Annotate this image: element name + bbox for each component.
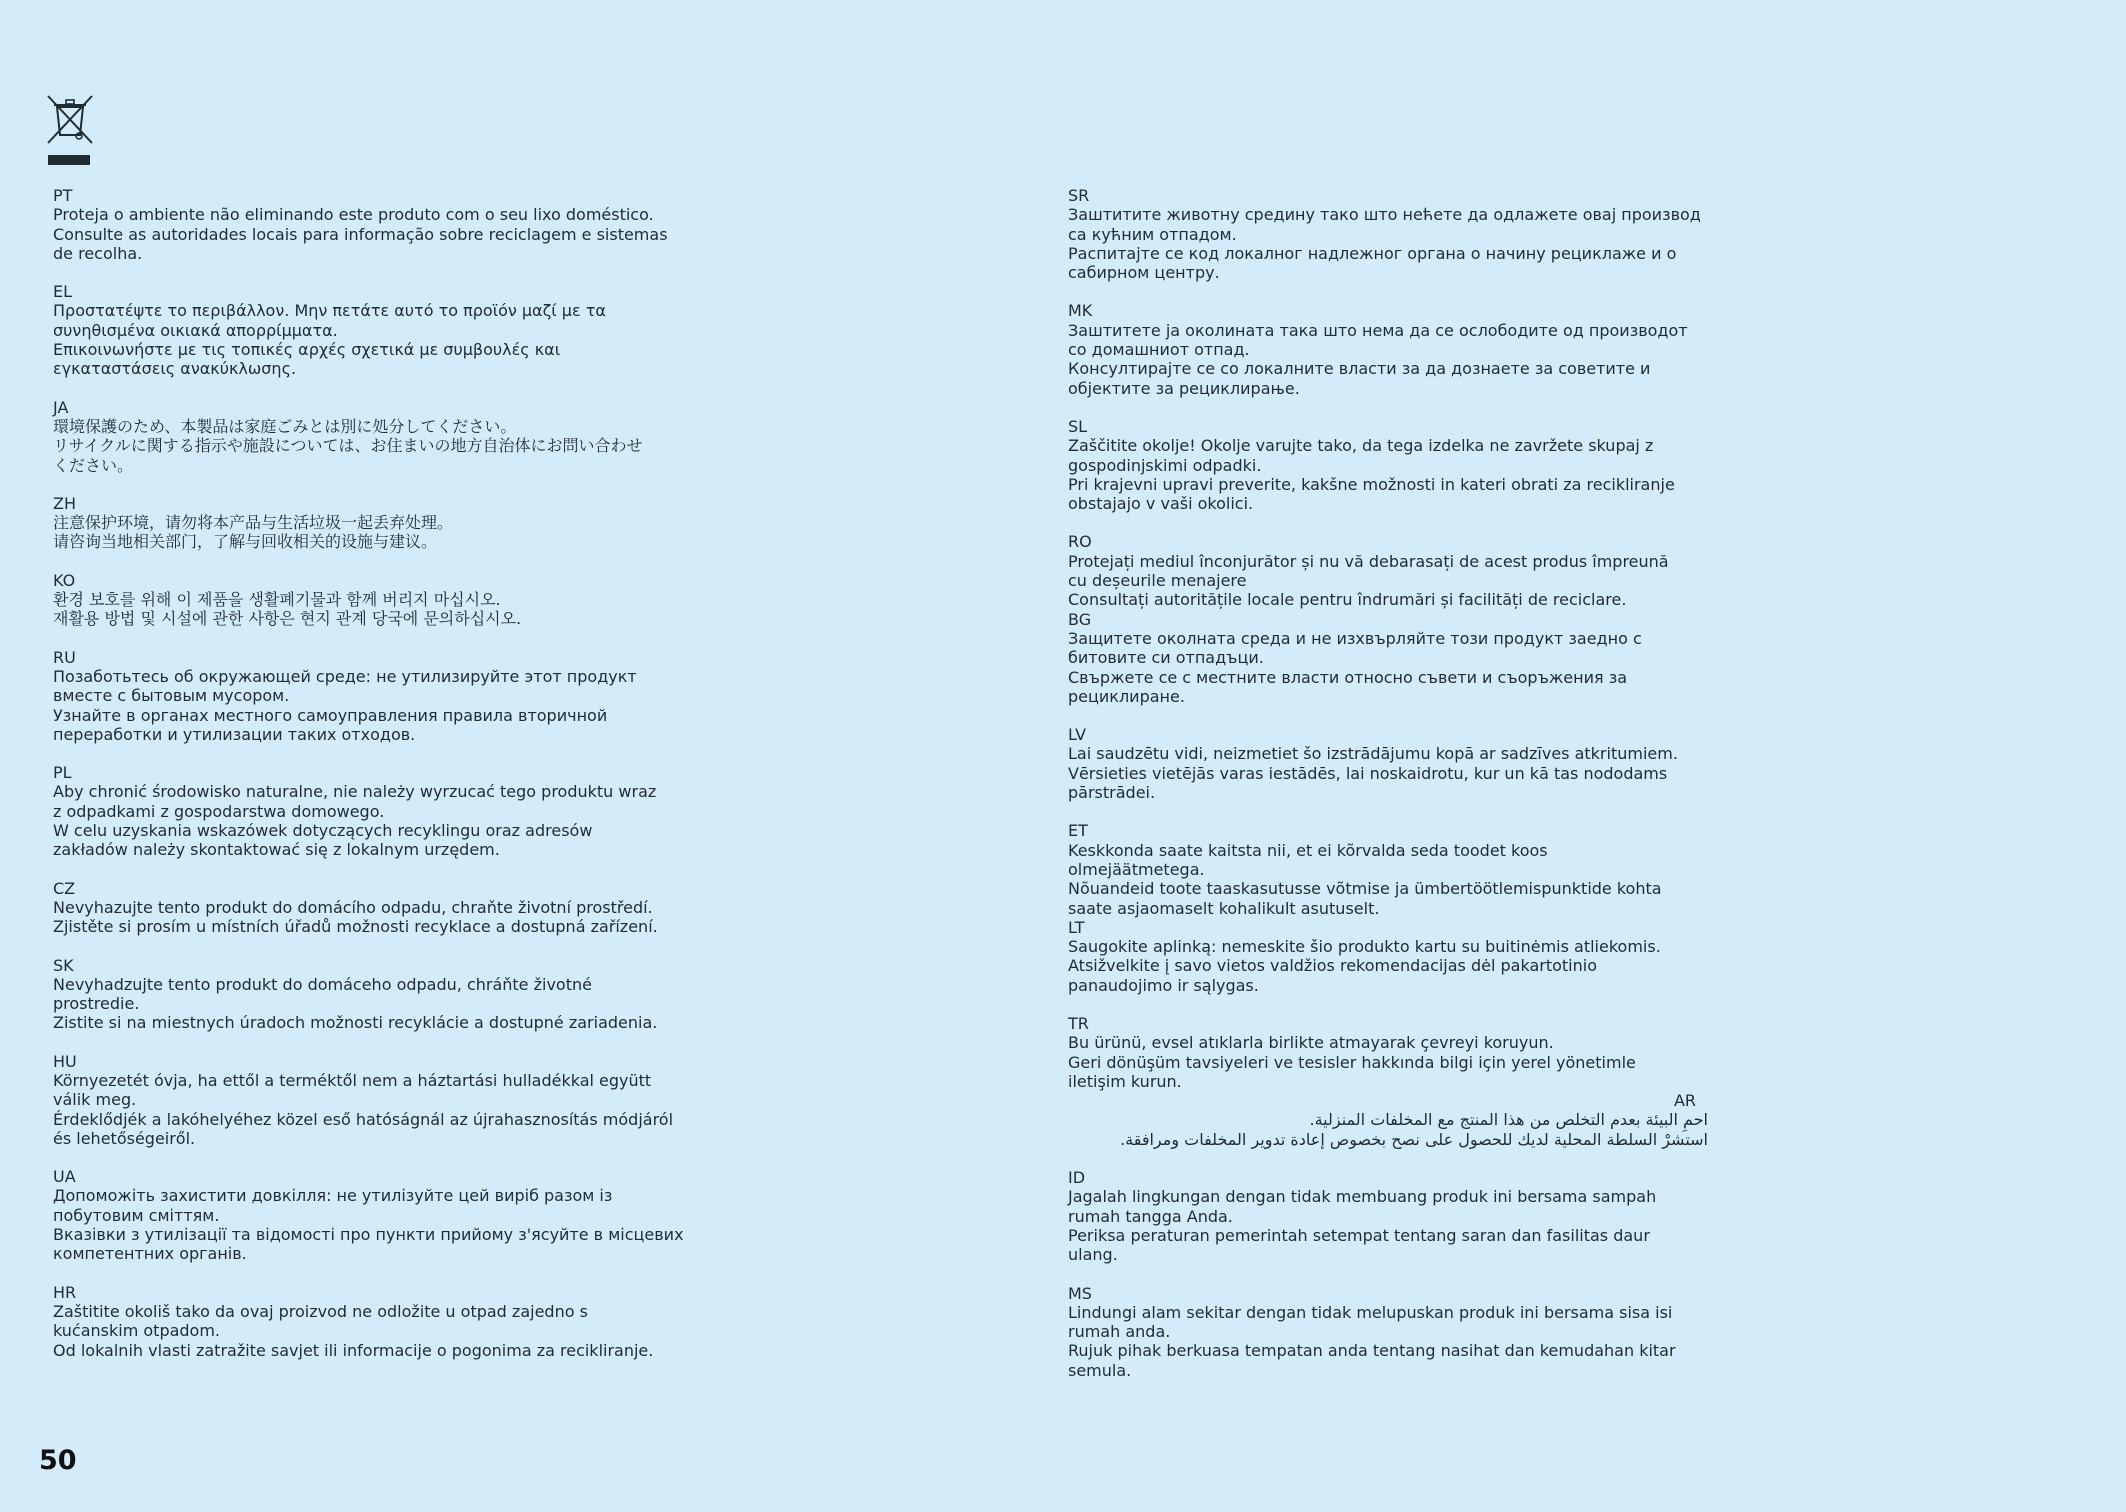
notice-line: rumah anda. bbox=[1068, 1322, 1171, 1342]
notice-line: Környezetét óvja, ha ettől a terméktől nem a háztartási hulladékkal együtt bbox=[53, 1070, 652, 1090]
notice-line: συνηθισμένα οικιακά απορρίμματα. bbox=[53, 320, 338, 340]
language-block-id bbox=[1068, 1168, 1708, 1264]
notice-line: cu deșeurile menajere bbox=[1068, 571, 1247, 591]
language-code: PT bbox=[53, 186, 73, 205]
notice-line: Заштитите животну средину тако што нећете да одлажете овај производ bbox=[1068, 205, 1701, 225]
notice-line: εγκαταστάσεις ανακύκλωσης. bbox=[53, 359, 297, 379]
language-block-ro bbox=[1068, 532, 1708, 609]
notice-line: вместе с бытовым мусором. bbox=[53, 686, 290, 706]
language-code: KO bbox=[53, 570, 76, 590]
language-code: RO bbox=[1068, 532, 1092, 552]
language-block-pt bbox=[53, 186, 693, 263]
language-code: CZ bbox=[53, 878, 76, 898]
language-code: SK bbox=[53, 955, 74, 975]
notice-line: Geri dönüşüm tavsiyeleri ve tesisler hakkında bilgi için yerel yönetimle bbox=[1068, 1052, 1636, 1072]
language-block-ja bbox=[53, 398, 693, 475]
crossed-out-wheelie-bin-icon bbox=[44, 93, 96, 167]
language-block-sl bbox=[1068, 417, 1708, 513]
notice-line: prostredie. bbox=[53, 994, 140, 1014]
notice-line: Jagalah lingkungan dengan tidak membuang produk ini bersama sampah bbox=[1068, 1187, 1657, 1207]
language-code: BG bbox=[1068, 609, 1092, 629]
notice-line: Proteja o ambiente não eliminando este produto com o seu lixo doméstico. bbox=[53, 205, 654, 225]
notice-line: Nevyhadzujte tento produkt do domáceho odpadu, chráňte životné bbox=[53, 974, 592, 994]
notice-line: ください。 bbox=[53, 455, 134, 475]
notice-line: 재활용 방법 및 시설에 관한 사항은 현지 관계 당국에 문의하십시오. bbox=[53, 609, 522, 629]
language-block-pl bbox=[53, 763, 693, 859]
language-code: MS bbox=[1068, 1283, 1092, 1303]
language-code: TR bbox=[1068, 1013, 1089, 1033]
notice-line: Распитајте се код локалног надлежног органа о начину рециклаже и о bbox=[1068, 243, 1677, 263]
notice-line: de recolha. bbox=[53, 243, 143, 263]
notice-line: Заштитете ја околината така што нема да се ослободите од производот bbox=[1068, 320, 1688, 340]
notice-line: Защитете околната среда и не изхвърляйте този продукт заедно с bbox=[1068, 628, 1642, 648]
notice-line: استشرْ السلطة المحلية لديك للحصول على نصح بخصوص إعادة تدوير المخلفات ومرافقة. bbox=[1120, 1129, 1708, 1149]
notice-line: panaudojimo ir sąlygas. bbox=[1068, 975, 1259, 995]
language-block-zh bbox=[53, 494, 693, 552]
notice-line: Lai saudzētu vidi, neizmetiet šo izstrādājumu kopā ar sadzīves atkritumiem. bbox=[1068, 744, 1678, 764]
language-block-cz bbox=[53, 879, 693, 937]
notice-line: битовите си отпадъци. bbox=[1068, 648, 1264, 668]
notice-line: ulang. bbox=[1068, 1245, 1118, 1265]
notice-line: 환경 보호를 위해 이 제품을 생활폐기물과 함께 버리지 마십시오. bbox=[53, 590, 501, 610]
language-code: JA bbox=[53, 397, 69, 417]
language-block-mk bbox=[1068, 301, 1708, 397]
notice-line: obstajajo v vaši okolici. bbox=[1068, 494, 1254, 514]
language-block-hu bbox=[53, 1052, 693, 1148]
language-block-sr bbox=[1068, 186, 1708, 282]
notice-line: Aby chronić środowisko naturalne, nie należy wyrzucać tego produktu wraz bbox=[53, 782, 657, 802]
right-column bbox=[1068, 186, 1708, 1380]
language-code: UA bbox=[53, 1167, 76, 1187]
language-block-lv bbox=[1068, 725, 1708, 802]
notice-line: Консултирајте се со локалните власти за да дознаете за советите и bbox=[1068, 359, 1651, 379]
notice-line: Érdeklődjék a lakóhelyéhez közel eső hatóságnál az újrahasznosítás módjáról bbox=[53, 1109, 674, 1129]
notice-line: Nõuandeid toote taaskasutusse võtmise ja ümbertöötlemispunktide kohta bbox=[1068, 879, 1662, 899]
notice-line: zakładów należy skontaktować się z lokalnym urzędem. bbox=[53, 840, 500, 860]
language-block-bg bbox=[1068, 610, 1708, 706]
notice-line: Periksa peraturan pemerintah setempat tentang saran dan fasilitas daur bbox=[1068, 1225, 1650, 1245]
language-code: PL bbox=[53, 763, 72, 783]
notice-line: válik meg. bbox=[53, 1090, 137, 1110]
notice-line: Позаботьтесь об окружающей среде: не утилизируйте этот продукт bbox=[53, 666, 637, 686]
language-code: SL bbox=[1068, 416, 1088, 436]
notice-line: iletişim kurun. bbox=[1068, 1071, 1182, 1091]
notice-line: Pri krajevni upravi preverite, kakšne možnosti in kateri obrati za recikliranje bbox=[1068, 474, 1675, 494]
notice-line: Od lokalnih vlasti zatražite savjet ili informacije o pogonima za recikliranje. bbox=[53, 1340, 654, 1360]
notice-line: Свържете се с местните власти относно съвети и съоръжения за bbox=[1068, 667, 1628, 687]
notice-line: побутовим сміттям. bbox=[53, 1205, 220, 1225]
notice-line: Rujuk pihak berkuasa tempatan anda tentang nasihat dan kemudahan kitar bbox=[1068, 1341, 1676, 1361]
notice-line: Zistite si na miestnych úradoch možnosti recyklácie a dostupné zariadenia. bbox=[53, 1013, 658, 1033]
notice-line: olmejäätmetega. bbox=[1068, 859, 1205, 879]
language-code: SR bbox=[1068, 186, 1090, 205]
notice-line: Consulte as autoridades locais para informação sobre reciclagem e sistemas bbox=[53, 224, 668, 244]
notice-line: Protejați mediul înconjurător și nu vă debarasați de acest produs împreună bbox=[1068, 551, 1669, 571]
notice-line: احمِ البيئة بعدم التخلص من هذا المنتج مع المخلفات المنزلية. bbox=[1309, 1110, 1708, 1130]
notice-line: Επικοινωνήστε με τις τοπικές αρχές σχετικά με συμβουλές και bbox=[53, 340, 561, 360]
notice-line: сабирном центру. bbox=[1068, 263, 1220, 283]
language-code: AR bbox=[1673, 1091, 1696, 1111]
language-code: HU bbox=[53, 1051, 77, 1071]
language-block-ko bbox=[53, 571, 693, 629]
language-block-tr bbox=[1068, 1014, 1708, 1091]
language-code: RU bbox=[53, 647, 76, 667]
language-code: ZH bbox=[53, 493, 76, 513]
notice-line: リサイクルに関する指示や施設については、お住まいの地方自治体にお問い合わせ bbox=[53, 436, 643, 456]
notice-line: W celu uzyskania wskazówek dotyczących recyklingu oraz adresów bbox=[53, 821, 593, 841]
notice-line: Zaštitite okoliš tako da ovaj proizvod ne odložite u otpad zajedno s bbox=[53, 1301, 588, 1321]
notice-line: Consultați autoritățile locale pentru îndrumări și facilități de reciclare. bbox=[1068, 590, 1627, 610]
notice-line: Вказівки з утилізації та відомості про пункти прийому з'ясуйте в місцевих bbox=[53, 1225, 684, 1245]
notice-line: Προστατέψτε το περιβάλλον. Μην πετάτε αυτό το προϊόν μαζί με τα bbox=[53, 301, 606, 321]
language-block-lt bbox=[1068, 918, 1708, 995]
notice-line: 注意保护环境，请勿将本产品与生活垃圾一起丢弃处理。 bbox=[53, 513, 454, 533]
notice-line: Допоможіть захистити довкілля: не утилізуйте цей виріб разом із bbox=[53, 1186, 613, 1206]
notice-line: gospodinjskimi odpadki. bbox=[1068, 455, 1262, 475]
notice-line: és lehetőségeiről. bbox=[53, 1128, 196, 1148]
language-code: EL bbox=[53, 282, 73, 302]
language-block-ru bbox=[53, 648, 693, 744]
notice-line: переработки и утилизации таких отходов. bbox=[53, 724, 416, 744]
language-block-hr bbox=[53, 1283, 693, 1360]
notice-line: Saugokite aplinką: nemeskite šio produkto kartu su buitinėmis atliekomis. bbox=[1068, 937, 1661, 957]
notice-line: Vērsieties vietējās varas iestādēs, lai noskaidrotu, kur un kā tas nododams bbox=[1068, 763, 1668, 783]
notice-line: са кућним отпадом. bbox=[1068, 224, 1237, 244]
language-block-ua bbox=[53, 1167, 693, 1263]
language-block-ms bbox=[1068, 1284, 1708, 1380]
notice-line: Bu ürünü, evsel atıklarla birlikte atmayarak çevreyi koruyun. bbox=[1068, 1033, 1554, 1053]
notice-line: rumah tangga Anda. bbox=[1068, 1206, 1233, 1226]
language-block-ar bbox=[1068, 1091, 1708, 1149]
language-block-sk bbox=[53, 956, 693, 1033]
left-column bbox=[53, 186, 693, 1360]
notice-line: 環境保護のため、本製品は家庭ごみとは別に処分してください。 bbox=[53, 416, 517, 436]
language-code: MK bbox=[1068, 301, 1093, 321]
page-number: 50 bbox=[39, 1445, 77, 1476]
notice-line: Nevyhazujte tento produkt do domácího odpadu, chraňte životní prostředí. bbox=[53, 897, 653, 917]
language-code: ID bbox=[1068, 1168, 1086, 1188]
notice-line: Узнайте в органах местного самоуправления правила вторичной bbox=[53, 705, 608, 725]
notice-line: pārstrādei. bbox=[1068, 783, 1156, 803]
notice-line: semula. bbox=[1068, 1360, 1132, 1380]
notice-line: z odpadkami z gospodarstwa domowego. bbox=[53, 801, 385, 821]
language-code: LV bbox=[1068, 725, 1087, 745]
notice-line: Zjistěte si prosím u místních úřadů možnosti recyklace a dostupná zařízení. bbox=[53, 917, 658, 937]
language-code: HR bbox=[53, 1282, 77, 1302]
notice-line: Zaščitite okolje! Okolje varujte tako, da tega izdelka ne zavržete skupaj z bbox=[1068, 436, 1654, 456]
notice-line: kućanskim otpadom. bbox=[53, 1321, 221, 1341]
notice-line: Keskkonda saate kaitsta nii, et ei kõrvalda seda toodet koos bbox=[1068, 840, 1548, 860]
notice-line: Lindungi alam sekitar dengan tidak melupuskan produk ini bersama sisa isi bbox=[1068, 1302, 1673, 1322]
language-block-el bbox=[53, 282, 693, 378]
notice-line: објектите за рециклирање. bbox=[1068, 378, 1300, 398]
notice-line: компетентних органів. bbox=[53, 1244, 247, 1264]
notice-line: 请咨询当地相关部门，了解与回收相关的设施与建议。 bbox=[53, 532, 438, 552]
language-code: LT bbox=[1068, 917, 1085, 937]
notice-line: рециклиране. bbox=[1068, 686, 1185, 706]
notice-line: со домашниот отпад. bbox=[1068, 340, 1250, 360]
language-block-et bbox=[1068, 821, 1708, 917]
notice-line: Atsižvelkite į savo vietos valdžios rekomendacijas dėl pakartotinio bbox=[1068, 956, 1597, 976]
notice-line: saate asjaomaselt kohalikult asutuselt. bbox=[1068, 898, 1380, 918]
language-code: ET bbox=[1068, 821, 1088, 841]
